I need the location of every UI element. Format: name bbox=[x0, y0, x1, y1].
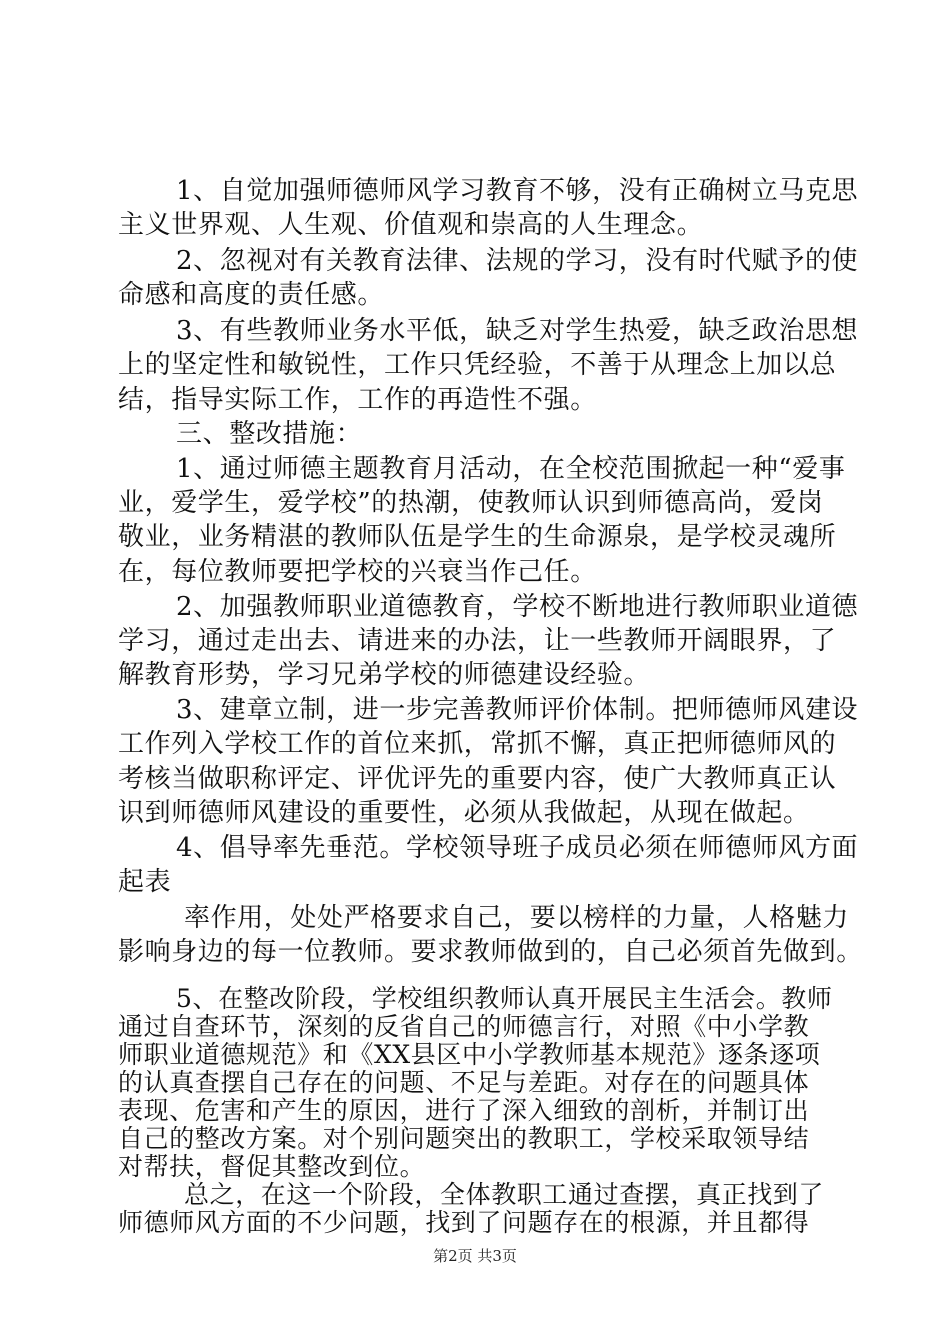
text-line: 上的坚定性和敏锐性，工作只凭经验，不善于从理念上加以总 bbox=[118, 350, 837, 380]
text-line: 影响身边的每一位教师。要求教师做到的，自己必须首先做到。 bbox=[118, 937, 863, 967]
text-line: 起表 bbox=[118, 867, 172, 897]
text-line: 率作用，处处严格要求自己，要以榜样的力量，人格魅力 bbox=[184, 903, 850, 933]
text-line: 命感和高度的责任感。 bbox=[118, 280, 385, 310]
text-line: 敬业，业务精湛的教师队伍是学生的生命源泉，是学校灵魂所 bbox=[118, 522, 837, 552]
text-line: 的认真查摆自己存在的问题、不足与差距。对存在的问题具体 bbox=[118, 1068, 810, 1097]
text-line: 主义世界观、人生观、价值观和崇高的人生理念。 bbox=[118, 210, 704, 240]
text-line: 对帮扶，督促其整改到位。 bbox=[118, 1152, 426, 1181]
text-line: 解教育形势，学习兄弟学校的师德建设经验。 bbox=[118, 660, 651, 690]
text-line: 考核当做职称评定、评优评先的重要内容，使广大教师真正认 bbox=[118, 764, 837, 794]
text-line: 业，爱学生，爱学校”的热潮，使教师认识到师德高尚，爱岗 bbox=[118, 488, 824, 518]
text-line: 识到师德师风建设的重要性，必须从我做起，从现在做起。 bbox=[118, 798, 810, 828]
text-line: 师职业道德规范》和《XX县区中小学教师基本规范》逐条逐项 bbox=[118, 1040, 821, 1069]
text-line: 2、忽视对有关教育法律、法规的学习，没有时代赋予的使 bbox=[176, 246, 859, 276]
text-line: 总之，在这一个阶段，全体教职工通过查摆，真正找到了 bbox=[184, 1180, 825, 1209]
text-line: 3、建章立制，进一步完善教师评价体制。把师德师风建设 bbox=[176, 695, 859, 725]
text-line: 4、倡导率先垂范。学校领导班子成员必须在师德师风方面 bbox=[176, 833, 859, 863]
text-line: 2、加强教师职业道德教育，学校不断地进行教师职业道德 bbox=[176, 592, 859, 622]
text-line: 学习，通过走出去、请进来的办法，让一些教师开阔眼界，了 bbox=[118, 626, 837, 656]
text-line: 在，每位教师要把学校的兴衰当作己任。 bbox=[118, 557, 597, 587]
text-line: 3、有些教师业务水平低，缺乏对学生热爱，缺乏政治思想 bbox=[176, 316, 859, 346]
text-line: 表现、危害和产生的原因，进行了深入细致的剖析，并制订出 bbox=[118, 1096, 810, 1125]
text-line: 5、在整改阶段，学校组织教师认真开展民主生活会。教师 bbox=[176, 984, 833, 1013]
text-line: 工作列入学校工作的首位来抓，常抓不懈，真正把师德师风的 bbox=[118, 729, 837, 759]
text-line: 自己的整改方案。对个别问题突出的教职工，学校采取领导结 bbox=[118, 1124, 810, 1153]
text-line: 1、自觉加强师德师风学习教育不够，没有正确树立马克思 bbox=[176, 176, 859, 206]
page-number: 第2页 共3页 bbox=[433, 1247, 517, 1265]
text-line: 通过自查环节，深刻的反省自己的师德言行，对照《中小学教 bbox=[118, 1012, 810, 1041]
text-line: 师德师风方面的不少问题，找到了问题存在的根源，并且都得 bbox=[118, 1208, 810, 1237]
text-line: 结，指导实际工作，工作的再造性不强。 bbox=[118, 385, 597, 415]
section-heading: 三、整改措施： bbox=[176, 419, 363, 449]
text-line: 1、通过师德主题教育月活动，在全校范围掀起一种“爱事 bbox=[176, 454, 846, 484]
